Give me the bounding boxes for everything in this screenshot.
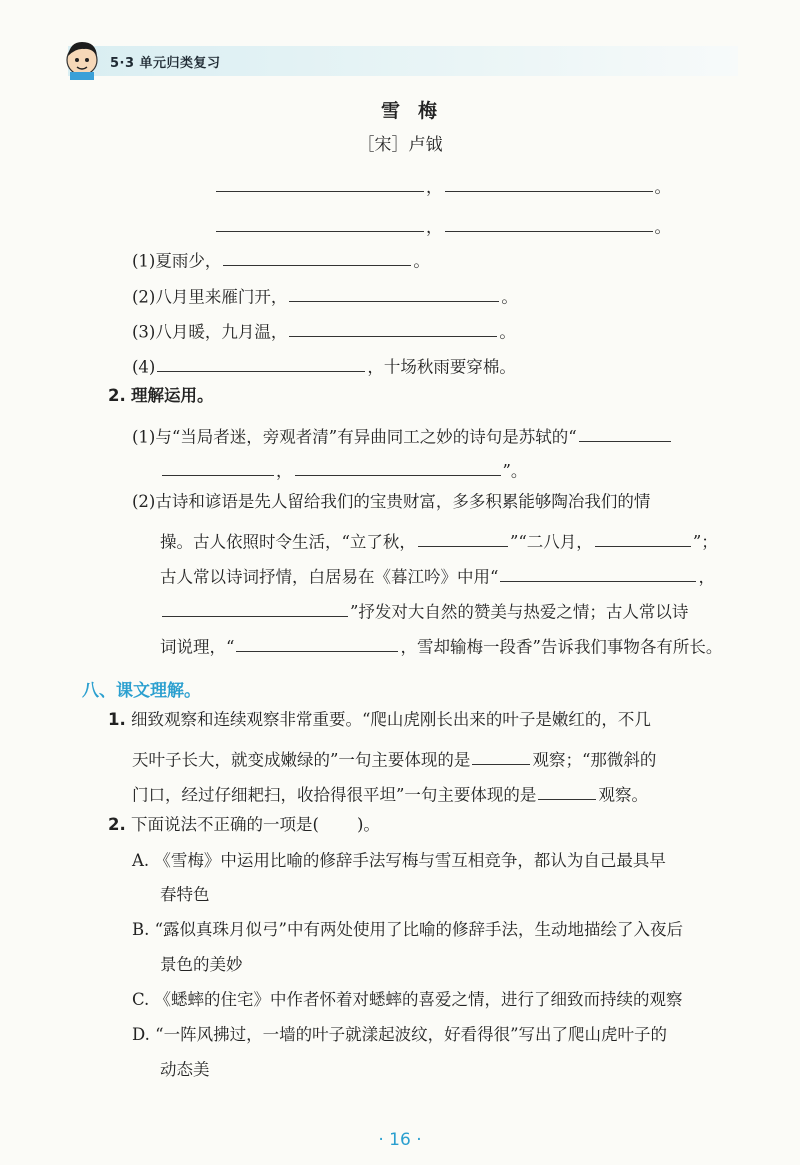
section-8-heading: 八、课文理解。 (82, 681, 201, 701)
q2-part1-line2: ， ”。 (160, 458, 527, 480)
answer-blank[interactable] (500, 564, 696, 582)
poem-author: ［宋］卢钺 (357, 135, 443, 155)
question-2-title: 2. 理解运用。 (108, 386, 214, 405)
answer-blank[interactable] (538, 782, 596, 800)
s8-q1-line2: 天叶子长大，就变成嫩绿的”一句主要体现的是 观察；“那微斜的 (132, 747, 656, 769)
q2-part2-line5: 词说理，“ ，雪却输梅一段香”告诉我们事物各有所长。 (160, 634, 722, 656)
q2-part2-line2: 操。古人依照时令生活，“立了秋， ”“二八月， ”； (160, 529, 718, 551)
q2-part2-line3: 古人常以诗词抒情，白居易在《暮江吟》中用“ ， (160, 564, 715, 586)
answer-blank[interactable] (289, 319, 497, 337)
s8-q2-stem: 2. 下面说法不正确的一项是( )。 (108, 815, 380, 834)
q2-part2-line1: (2)古诗和谚语是先人留给我们的宝贵财富，多多积累能够陶冶我们的情 (132, 492, 651, 511)
option-d-line2: 动态美 (160, 1060, 210, 1079)
option-a-line1: A. 《雪梅》中运用比喻的修辞手法写梅与雪互相竞争，都认为自己最具早 (132, 851, 666, 870)
q2-part2-line4: ”抒发对大自然的赞美与热爱之情；古人常以诗 (160, 599, 688, 621)
answer-blank[interactable] (295, 458, 501, 476)
answer-blank[interactable] (472, 747, 530, 765)
answer-blank[interactable] (418, 529, 508, 547)
answer-blank[interactable] (579, 424, 671, 442)
option-b-line2: 景色的美妙 (160, 955, 243, 974)
answer-blank[interactable] (216, 214, 424, 232)
page-number: · 16 · (378, 1130, 422, 1150)
proverb-item-3: (3)八月暖，九月温， 。 (132, 319, 516, 341)
header-title: 5·3 单元归类复习 (110, 56, 221, 71)
option-b-line1: B. “露似真珠月似弓”中有两处使用了比喻的修辞手法，生动地描绘了入夜后 (132, 920, 683, 939)
answer-blank[interactable] (236, 634, 398, 652)
answer-blank[interactable] (216, 174, 424, 192)
answer-blank[interactable] (445, 214, 653, 232)
answer-blank[interactable] (162, 458, 274, 476)
proverb-item-4: (4) ，十场秋雨要穿棉。 (132, 354, 516, 376)
answer-blank[interactable] (595, 529, 691, 547)
answer-blank[interactable] (157, 354, 365, 372)
option-d-line1: D. “一阵风拂过，一墙的叶子就漾起波纹，好看得很”写出了爬山虎叶子的 (132, 1025, 668, 1044)
answer-blank[interactable] (289, 284, 499, 302)
poem-title: 雪梅 (380, 100, 455, 122)
q2-part1-line1: (1)与“当局者迷，旁观者清”有异曲同工之妙的诗句是苏轼的“ (132, 424, 673, 446)
proverb-item-2: (2)八月里来雁门开， 。 (132, 284, 518, 306)
mascot-avatar (62, 36, 106, 80)
poem-line-1: ， 。 (214, 174, 671, 196)
option-c-line1: C. 《蟋蟀的住宅》中作者怀着对蟋蟀的喜爱之情，进行了细致而持续的观察 (132, 990, 683, 1009)
s8-q1-line3: 门口，经过仔细耙扫，收拾得很平坦”一句主要体现的是 观察。 (132, 782, 648, 804)
answer-blank[interactable] (162, 599, 348, 617)
answer-blank[interactable] (445, 174, 653, 192)
answer-blank[interactable] (223, 248, 411, 266)
poem-line-2: ， 。 (214, 214, 671, 236)
option-a-line2: 春特色 (160, 885, 210, 904)
proverb-item-1: (1)夏雨少， 。 (132, 248, 430, 270)
s8-q1-line1: 1. 细致观察和连续观察非常重要。“爬山虎刚长出来的叶子是嫩红的，不几 (108, 710, 651, 729)
